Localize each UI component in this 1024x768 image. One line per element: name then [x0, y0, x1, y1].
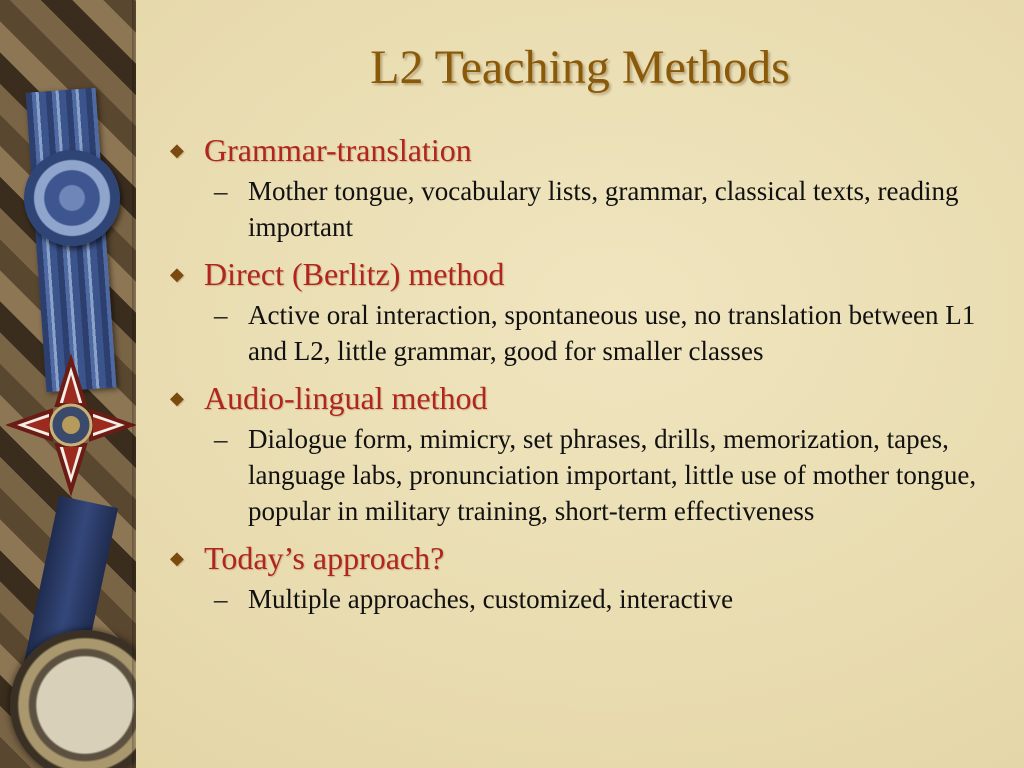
medal-collage-image [0, 0, 136, 768]
dash-bullet-icon: – [214, 176, 228, 206]
slide-title: L2 Teaching Methods [370, 41, 790, 94]
bullet-list [170, 125, 990, 617]
sub-bullet-text: Active oral interaction, spontaneous use, no translation between L1 and L2, little grammar, good for smaller classes [248, 300, 976, 366]
rosette-icon [24, 150, 120, 246]
dash-bullet-icon: – [214, 300, 228, 330]
bullet-heading: Audio-lingual method [204, 380, 488, 416]
sub-bullet-item [214, 581, 990, 617]
bullet-heading: Direct (Berlitz) method [204, 256, 505, 292]
bullet-item [170, 131, 990, 169]
sub-bullet-item [214, 297, 990, 369]
art-edge-shadow [132, 0, 136, 768]
sub-bullet-item [214, 421, 990, 529]
bullet-item [170, 379, 990, 417]
diamond-bullet-icon: ◆ [170, 388, 184, 408]
bullet-item [170, 539, 990, 577]
sub-bullet-item [214, 173, 990, 245]
sub-bullet-text: Multiple approaches, customized, interactive [248, 584, 734, 614]
diamond-bullet-icon: ◆ [170, 140, 184, 160]
bullet-heading: Grammar-translation [204, 132, 472, 168]
diamond-bullet-icon: ◆ [170, 548, 184, 568]
dash-bullet-icon: – [214, 424, 228, 454]
bullet-heading: Today’s approach? [204, 540, 445, 576]
sub-bullet-text: Dialogue form, mimicry, set phrases, drills, memorization, tapes, language labs, pronunciation important, little use of mother tongue, popular in military training, short-term effectiveness [248, 424, 977, 526]
sub-bullet-text: Mother tongue, vocabulary lists, grammar, classical texts, reading important [248, 176, 959, 242]
diamond-bullet-icon: ◆ [170, 264, 184, 284]
dash-bullet-icon: – [214, 584, 228, 614]
bullet-item [170, 255, 990, 293]
medal-cross-icon [6, 350, 136, 500]
